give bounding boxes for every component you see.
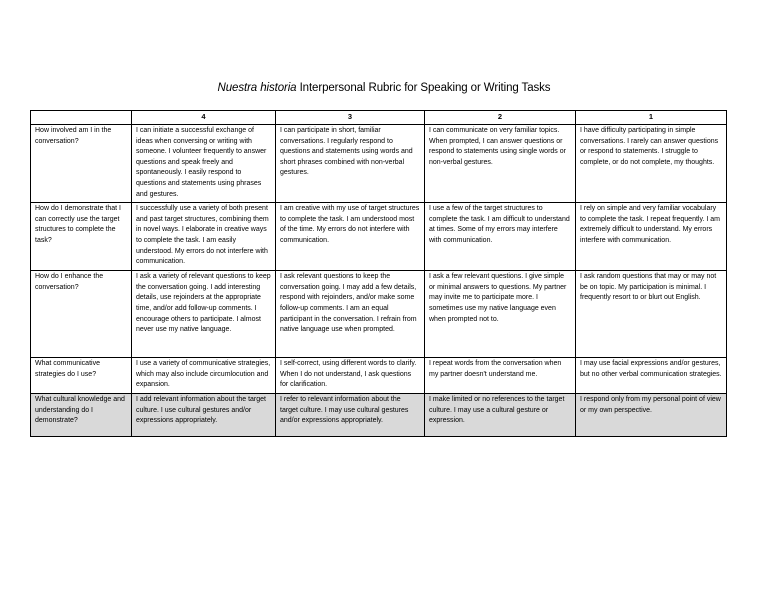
page-title [0,82,768,94]
row-question: How do I enhance the conversation? [31,271,132,358]
criterion-cell: I add relevant information about the target culture. I use cultural gestures and/or expressions appropriately. [132,393,276,436]
criterion-cell: I use a few of the target structures to complete the task. I am difficult to understand at times. Some of my errors may interfere with communication. [425,203,576,271]
criterion-cell: I make limited or no references to the target culture. I may use a cultural gesture or expression. [425,393,576,436]
criterion-cell: I ask a few relevant questions. I give simple or minimal answers to questions. My partner may invite me to participate more. I sometimes use my native language even when prompted not to. [425,271,576,358]
header-score-1: 1 [576,111,727,125]
table-row [31,271,727,358]
header-score-4: 4 [132,111,276,125]
row-question: What cultural knowledge and understanding do I demonstrate? [31,393,132,436]
table-row [31,203,727,271]
criterion-cell: I can participate in short, familiar conversations. I regularly respond to questions and statements using words and short phrases combined with non-verbal gestures. [276,125,425,203]
row-question: How involved am I in the conversation? [31,125,132,203]
header-score-3: 3 [276,111,425,125]
criterion-cell: I use a variety of communicative strategies, which may also include circumlocution and expansion. [132,358,276,394]
header-score-2: 2 [425,111,576,125]
criterion-cell: I self-correct, using different words to clarify. When I do not understand, I ask questions for clarification. [276,358,425,394]
row-question: What communicative strategies do I use? [31,358,132,394]
criterion-cell: I ask random questions that may or may not be on topic. My participation is minimal. I frequently resort to or blurt out English. [576,271,727,358]
row-question: How do I demonstrate that I can correctly use the target structures to complete the task? [31,203,132,271]
criterion-cell: I refer to relevant information about the target culture. I may use cultural gestures and/or expressions appropriately. [276,393,425,436]
criterion-cell: I can initiate a successful exchange of ideas when conversing or writing with someone. I volunteer frequently to answer questions and speak freely and spontaneously. I easily respond to questions and statements using phrases and gestures. [132,125,276,203]
criterion-cell: I respond only from my personal point of view or my own perspective. [576,393,727,436]
criterion-cell: I ask a variety of relevant questions to keep the conversation going. I add interesting details, use rejoinders at the appropriate time, and/or add follow-up comments. I encourage others to participate. I almost never use my native language. [132,271,276,358]
criterion-cell: I successfully use a variety of both present and past target structures, combining them in novel ways. I elaborate in creative ways to complete the task. I am easily understood. My errors do not interfere with communication. [132,203,276,271]
table-row [31,125,727,203]
criterion-cell: I have difficulty participating in simple conversations. I rarely can answer questions or respond to statements. I struggle to complete, or do not complete, my thoughts. [576,125,727,203]
criterion-cell: I ask relevant questions to keep the conversation going. I may add a few details, respond with rejoinders, and/or make some follow-up comments. I am an equal participant in the conversation. I refrain from native language use when prompted. [276,271,425,358]
criterion-cell: I repeat words from the conversation when my partner doesn't understand me. [425,358,576,394]
criterion-cell: I can communicate on very familiar topics. When prompted, I can answer questions or respond to statements using single words or non-verbal gestures. [425,125,576,203]
criterion-cell: I rely on simple and very familiar vocabulary to complete the task. I repeat frequently. I am extremely difficult to understand. My errors interfere with communication. [576,203,727,271]
title-rest: Interpersonal Rubric for Speaking or Writing Tasks [296,82,551,94]
table-row [31,393,727,436]
title-italic: Nuestra historia [217,82,297,94]
header-empty [31,111,132,125]
criterion-cell: I may use facial expressions and/or gestures, but no other verbal communication strategies. [576,358,727,394]
header-row [31,111,727,125]
rubric-table [30,110,727,437]
criterion-cell: I am creative with my use of target structures to complete the task. I am understood most of the time. My errors do not interfere with communication. [276,203,425,271]
table-row [31,358,727,394]
